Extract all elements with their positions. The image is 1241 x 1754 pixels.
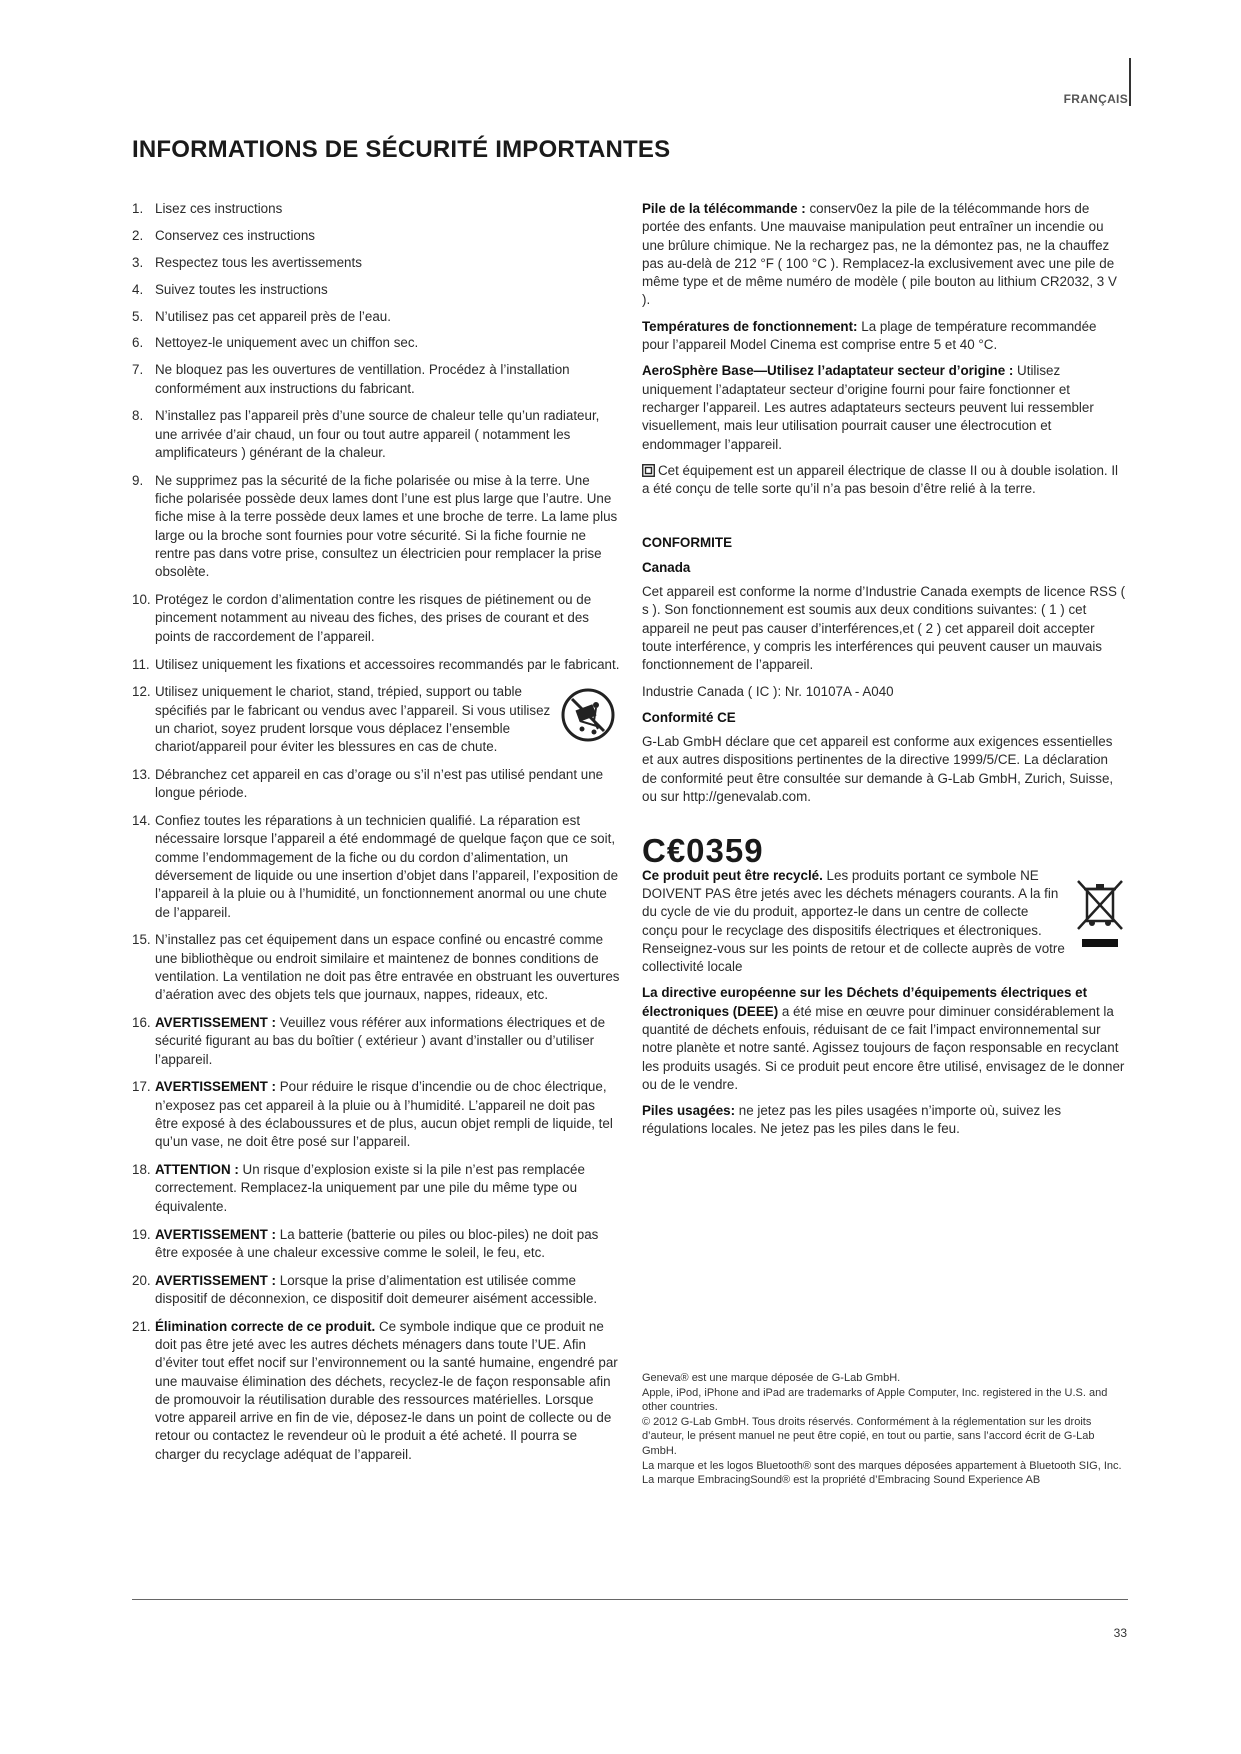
crossed-bin-icon (1074, 875, 1126, 953)
aerosphere-paragraph (642, 362, 1126, 453)
item-number: 18. (132, 1162, 151, 1178)
item-number: 3. (132, 254, 144, 270)
ce-marking: C€0359 (642, 832, 764, 870)
item-number: 5. (132, 308, 144, 324)
item-number: 9. (132, 472, 144, 488)
item-number: 8. (132, 408, 144, 424)
list-item (132, 361, 620, 398)
list-item (132, 656, 620, 674)
canada-text: Cet appareil est conforme la norme d’Industrie Canada exempts de licence RSS ( s ). Son fonctionnement est soumis aux deux conditions suivantes: ( 1 ) cet appareil ne peut pas causer d’interférences,et ( 2 ) cet appareil doit accepter toute interférence, y compris les interférences qui peuvent causer un mauvais fonctionnement de l’appareil. (642, 584, 1126, 673)
list-item (132, 407, 620, 462)
list-item (132, 281, 620, 299)
item-text: La batterie (batterie ou piles ou bloc-piles) ne doit pas être exposée à une chaleur excessive comme le soleil, le feu, etc. (155, 1226, 599, 1260)
ce-heading: Conformité CE (642, 709, 736, 725)
item-text: Un risque d’explosion existe si la pile n’est pas remplacée correctement. Remplacez-la uniquement par une pile du même type ou équivalente. (155, 1162, 585, 1214)
footnotes (642, 1371, 1126, 1488)
list-item (132, 472, 620, 582)
list-item (132, 766, 620, 803)
item-number: 4. (132, 281, 144, 297)
list-item (132, 200, 620, 218)
remote-battery-text: conserv0ez la pile de la télécommande hors de portée des enfants. Une mauvaise manipulation peut entraîner un incendie ou une brûlure chimique. Ne la rechargez pas, ne la démontez pas, ne la chauffez pas au-delà de 212 °F ( 100 °C ). Remplacez-la exclusivement avec une pile de même type et de même numéro de modèle ( pile bouton au lithium CR2032, 3 V ). (642, 201, 1117, 308)
header-divider (1129, 58, 1131, 106)
aerosphere-label: AeroSphère Base—Utilisez l’adaptateur secteur d’origine : (642, 363, 1014, 379)
class2-text: Cet équipement est un appareil électrique de classe II ou à double isolation. Il a été conçu de telle sorte qu’il n’a pas besoin d’être relié à la terre. (642, 462, 1119, 497)
temperature-label: Températures de fonctionnement: (642, 318, 858, 334)
item-text: Suivez toutes les instructions (155, 281, 328, 297)
deee-label: La directive européenne sur les Déchets d’équipements électriques et électroniques (DEEE) (642, 985, 1088, 1019)
list-item (132, 683, 620, 756)
item-number: 1. (132, 201, 144, 216)
list-item (132, 1161, 620, 1216)
deee-text: a été mise en œuvre pour diminuer considérablement la quantité de déchets enfouis, réduisant de ce fait l’impact environnemental sur notre planète et notre santé. Agissez toujours de façon responsable en recyclant les produits usagés. Si ce produit peut encore être utilisé, envisagez de le donner ou de le vendre. (642, 1003, 1125, 1092)
used-batteries-label: Piles usagées: (642, 1103, 736, 1119)
item-number: 13. (132, 766, 151, 782)
list-item (132, 591, 620, 646)
footnote-line: © 2012 G-Lab GmbH. Tous droits réservés. Conformément à la réglementation sur les droits d’auteur, le présent manuel ne peut être copié, en tout ou partie, sans l’accord écrit de G-Lab GmbH. (642, 1415, 1095, 1457)
recycle-label: Ce produit peut être recyclé. (642, 867, 823, 883)
remote-battery-paragraph (642, 200, 1126, 310)
safety-instructions-list (132, 200, 620, 1464)
item-number: 7. (132, 362, 144, 378)
item-text: Respectez tous les avertissements (155, 254, 362, 270)
industrie-canada-text: Industrie Canada ( IC ): Nr. 10107A - A040 (642, 683, 894, 699)
item-text: Pour réduire le risque d’incendie ou de choc électrique, n’exposez pas cet appareil à la pluie ou à l’humidité. L’appareil ne doit pas être exposé à des éclaboussures et de plus, aucun objet rempli de liquide, tel qu’un vase, ne doit être posé sur l’appareil. (155, 1079, 613, 1150)
list-item (132, 1014, 620, 1069)
list-item (132, 1078, 620, 1151)
item-text: Protégez le cordon d’alimentation contre les risques de piétinement ou de pincement notamment au niveau des fiches, des prises de courant et des points de raccordement de l’appareil. (155, 592, 592, 644)
right-column (642, 200, 1126, 1147)
item-text: Utilisez uniquement le chariot, stand, trépied, support ou table spécifiés par le fabricant ou vendus avec l’appareil. Si vous utilisez un chariot, soyez prudent lorsque vous déplacez l’ensemble chariot/appareil pour éviter les blessures en cas de chute. (155, 684, 551, 755)
temperature-paragraph (642, 318, 1126, 355)
item-number: 6. (132, 335, 144, 351)
item-number: 15. (132, 932, 151, 948)
item-bold-label: AVERTISSEMENT : (155, 1079, 277, 1095)
list-item (132, 254, 620, 272)
item-number: 2. (132, 227, 144, 243)
list-item (132, 812, 620, 922)
item-number: 21. (132, 1318, 151, 1334)
temperature-text: La plage de température recommandée pour l’appareil Model Cinema est comprise entre 5 et 40 °C. (642, 318, 1097, 353)
deee-paragraph (642, 984, 1126, 1094)
list-item (132, 227, 620, 245)
page-title: INFORMATIONS DE SÉCURITÉ IMPORTANTES (132, 136, 671, 163)
item-text: Utilisez uniquement les fixations et accessoires recommandés par le fabricant. (155, 656, 620, 672)
footnote-line: La marque et les logos Bluetooth® sont des marques déposées appartement à Bluetooth SIG, Inc. (642, 1459, 1122, 1472)
list-item (132, 1272, 620, 1309)
footer-divider (132, 1599, 1128, 1600)
used-batteries-paragraph (642, 1102, 1126, 1139)
item-text: N’installez pas l’appareil près d’une source de chaleur telle qu’un radiateur, une arrivée d’air chaud, un four ou tout autre appareil ( notamment les amplificateurs ) générant de la chaleur. (155, 408, 600, 461)
remote-battery-label: Pile de la télécommande : (642, 201, 806, 216)
item-number: 12. (132, 684, 151, 700)
item-number: 16. (132, 1015, 151, 1031)
item-bold-label: ATTENTION : (155, 1162, 239, 1178)
footnote-line: Apple, iPod, iPhone and iPad are trademarks of Apple Computer, Inc. registered in the U.S. and other countries. (642, 1386, 1108, 1414)
item-text: Lorsque la prise d’alimentation est utilisée comme dispositif de déconnexion, ce dispositif doit demeurer aisément accessible. (155, 1272, 598, 1306)
item-bold-label: Élimination correcte de ce produit. (155, 1318, 376, 1334)
item-number: 17. (132, 1079, 151, 1095)
language-label: FRANÇAIS (1063, 92, 1128, 106)
ce-text: G-Lab GmbH déclare que cet appareil est conforme aux exigences essentielles et aux autres dispositions pertinentes de la directive 1999/5/CE. La déclaration de conformité peut être consultée sur demande à G-Lab GmbH, Zurich, Suisse, ou sur http://genevalab.com. (642, 734, 1114, 805)
conformite-heading: CONFORMITE (642, 535, 733, 551)
item-text: Débranchez cet appareil en cas d’orage ou s’il n’est pas utilisé pendant une longue période. (155, 766, 604, 801)
list-item (132, 308, 620, 326)
cart-warning-icon (560, 687, 616, 743)
double-insulation-icon (642, 464, 655, 477)
left-column (132, 200, 620, 1474)
footnote-line: Geneva® est une marque déposée de G-Lab GmbH. (642, 1372, 901, 1384)
item-text: N’utilisez pas cet appareil près de l’eau. (155, 308, 391, 324)
list-item (132, 1226, 620, 1263)
item-number: 14. (132, 813, 151, 829)
class2-paragraph (642, 462, 1126, 499)
item-number: 10. (132, 592, 151, 608)
item-text: Lisez ces instructions (155, 201, 283, 216)
canada-heading: Canada (642, 559, 691, 575)
item-text: Confiez toutes les réparations à un technicien qualifié. La réparation est nécessaire lorsque l’appareil a été endommagé de quelque façon que ce soit, comme l’endommagement de la fiche ou du cordon d’alimentation, un déversement de liquide ou une insertion d’objet dans l’appareil, l’exposition de l’appareil à la pluie ou à l’humidité, un fonctionnement anormal ou une chute de l’appareil. (155, 813, 619, 920)
used-batteries-text: ne jetez pas les piles usagées n’importe où, suivez les régulations locales. Ne jetez pas les piles dans le feu. (642, 1103, 1062, 1137)
list-item (132, 334, 620, 352)
aerosphere-text: Utilisez uniquement l’adaptateur secteur d’origine fourni pour faire fonctionner et recharger l’appareil. Les autres adaptateurs secteurs peuvent lui ressembler visuellement, mais leur utilisation pourrait causer une électrocution et endommager l’appareil. (642, 363, 1094, 452)
list-item (132, 1318, 620, 1464)
item-text: N’installez pas cet équipement dans un espace confiné ou encastré comme une bibliothèque ou endroit similaire et maintenez de bonnes conditions de ventilation. La ventilation ne doit pas être entravée en obstruant les ouvertures d’aération avec des objets tels que journaux, nappes, rideaux, etc. (155, 932, 620, 1003)
footnote-line: La marque EmbracingSound® est la propriété d’Embracing Sound Experience AB (642, 1474, 1041, 1487)
item-number: 19. (132, 1226, 151, 1242)
list-item (132, 931, 620, 1004)
item-bold-label: AVERTISSEMENT : (155, 1015, 277, 1031)
item-text: Ne supprimez pas la sécurité de la fiche polarisée ou mise à la terre. Une fiche polarisée possède deux lames dont l’une est plus large que l’autre. Une fiche mise à la terre possède deux lames et une broche de terre. La lame plus large ou la broche sont fournies pour votre sécurité. Si la fiche fournie ne rentre pas dans votre prise, consultez un électricien pour remplacer la prise obsolète. (155, 472, 618, 580)
item-text: Nettoyez-le uniquement avec un chiffon sec. (155, 335, 419, 351)
item-text: Ce symbole indique que ce produit ne doit pas être jeté avec les autres déchets ménagers dans toute l’UE. Afin d’éviter tout effet nocif sur l’environnement ou la santé humaine, engendré par une mauvaise élimination des déchets, recyclez-le de façon responsable afin de promouvoir la réutilisation durable des ressources matérielles. Lorsque votre appareil arrive en fin de vie, déposez-le dans un point de collecte ou de retour ou contactez le revendeur où le produit a été acheté. Il pourra se charger du recyclage adéquat de l’appareil. (155, 1318, 618, 1462)
item-text: Ne bloquez pas les ouvertures de ventillation. Procédez à l’installation conformément aux instructions du fabricant. (155, 362, 570, 396)
item-number: 11. (132, 656, 150, 672)
item-number: 20. (132, 1272, 151, 1288)
item-text: Conservez ces instructions (155, 227, 316, 243)
item-bold-label: AVERTISSEMENT : (155, 1226, 277, 1242)
recycle-paragraph (642, 867, 1126, 977)
recycle-text: Les produits portant ce symbole NE DOIVENT PAS être jetés avec les déchets ménagers courants. A la fin du cycle de vie du produit, apportez-le dans un centre de collecte conçu pour le recyclage des dispositifs électriques et électroniques. Renseignez-vous sur les points de retour et de collecte auprès de votre collectivité locale (642, 867, 1065, 975)
item-bold-label: AVERTISSEMENT : (155, 1272, 277, 1288)
page-number: 33 (1113, 1626, 1127, 1640)
item-text: Veuillez vous référer aux informations électriques et de sécurité figurant au bas du boîtier ( extérieur ) avant d’installer ou d’utiliser l’appareil. (155, 1015, 606, 1067)
